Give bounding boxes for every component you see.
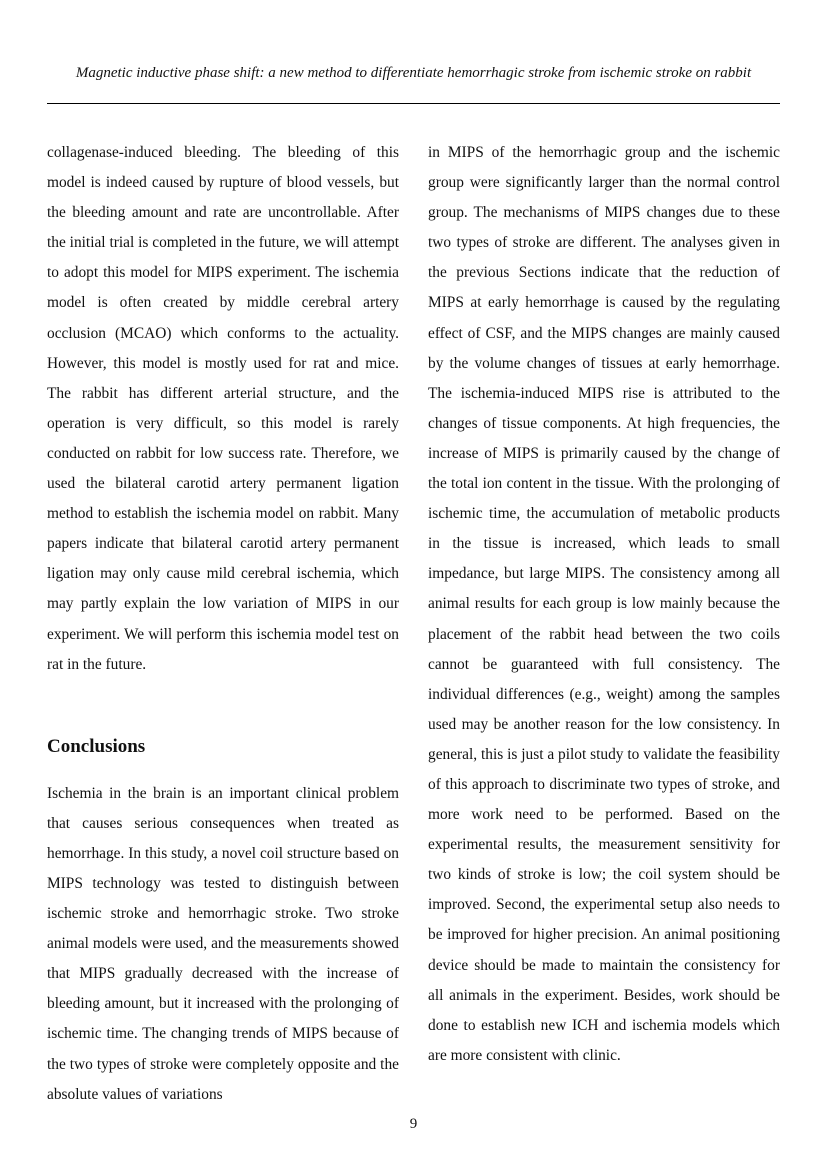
body-paragraph: collagenase-induced bleeding. The bleeding of this model is indeed caused by rupture of blood vessels, but the bleeding amount and rate are uncontrollable. After the initial trial is completed in the future, we will attempt to adopt this model for MIPS experiment. The ischemia model is often created by middle cerebral artery occlusion (MCAO) which conforms to the actuality. However, this model is mostly used for rat and mice. The rabbit has different arterial structure, and the operation is very difficult, so this model is rarely conducted on rabbit for low success rate. Therefore, we used the bilateral carotid artery permanent ligation method to establish the ischemia model on rabbit. Many papers indicate that bilateral carotid artery permanent ligation may only cause mild cerebral ischemia, which may partly explain the low variation of MIPS in our experiment. We will perform this ischemia model test on rat in the future. — [47, 144, 399, 673]
header-rule — [47, 103, 780, 104]
section-heading-conclusions: Conclusions — [47, 735, 146, 757]
body-paragraph: Ischemia in the brain is an important clinical problem that causes serious consequences when treated as hemorrhage. In this study, a novel coil structure based on MIPS technology was tested to distinguish between ischemic stroke and hemorrhagic stroke. Two stroke animal models were used, and the measurements showed that MIPS gradually decreased with the increase of bleeding amount, but it increased with the prolonging of ischemic time. The changing trends of MIPS because of the two types of stroke were completely opposite and the absolute values of variations — [47, 784, 399, 1103]
left-column — [47, 138, 399, 1110]
page-number: 9 — [409, 1116, 418, 1132]
running-header: Magnetic inductive phase shift: a new method to differentiate hemorrhagic stroke from ischemic stroke on rabbit — [75, 65, 752, 81]
body-paragraph: in MIPS of the hemorrhagic group and the ischemic group were significantly larger than the normal control group. The mechanisms of MIPS changes due to these two types of stroke are different. The analyses given in the previous Sections indicate that the reduction of MIPS at early hemorrhage is caused by the regulating effect of CSF, and the MIPS changes are mainly caused by the volume changes of tissues at early hemorrhage. The ischemia-induced MIPS rise is attributed to the changes of tissue components. At high frequencies, the increase of MIPS is primarily caused by the change of the total ion content in the tissue. With the prolonging of ischemic time, the accumulation of metabolic products in the tissue is increased, which leads to small impedance, but large MIPS. The consistency among all animal results for each group is low mainly because the placement of the rabbit head between the two coils cannot be guaranteed with full consistency. The individual differences (e.g., weight) among the samples used may be another reason for the low consistency. In general, this is just a pilot study to validate the feasibility of this approach to discriminate two types of stroke, and more work need to be performed. Based on the experimental results, the measurement sensitivity for two kinds of stroke is low; the coil system should be improved. Second, the experimental setup also needs to be improved for higher precision. An animal positioning device should be made to maintain the consistency for all animals in the experiment. Besides, work should be done to establish new ICH and ischemia models which are more consistent with clinic. — [428, 144, 780, 1064]
right-column — [428, 138, 780, 1071]
